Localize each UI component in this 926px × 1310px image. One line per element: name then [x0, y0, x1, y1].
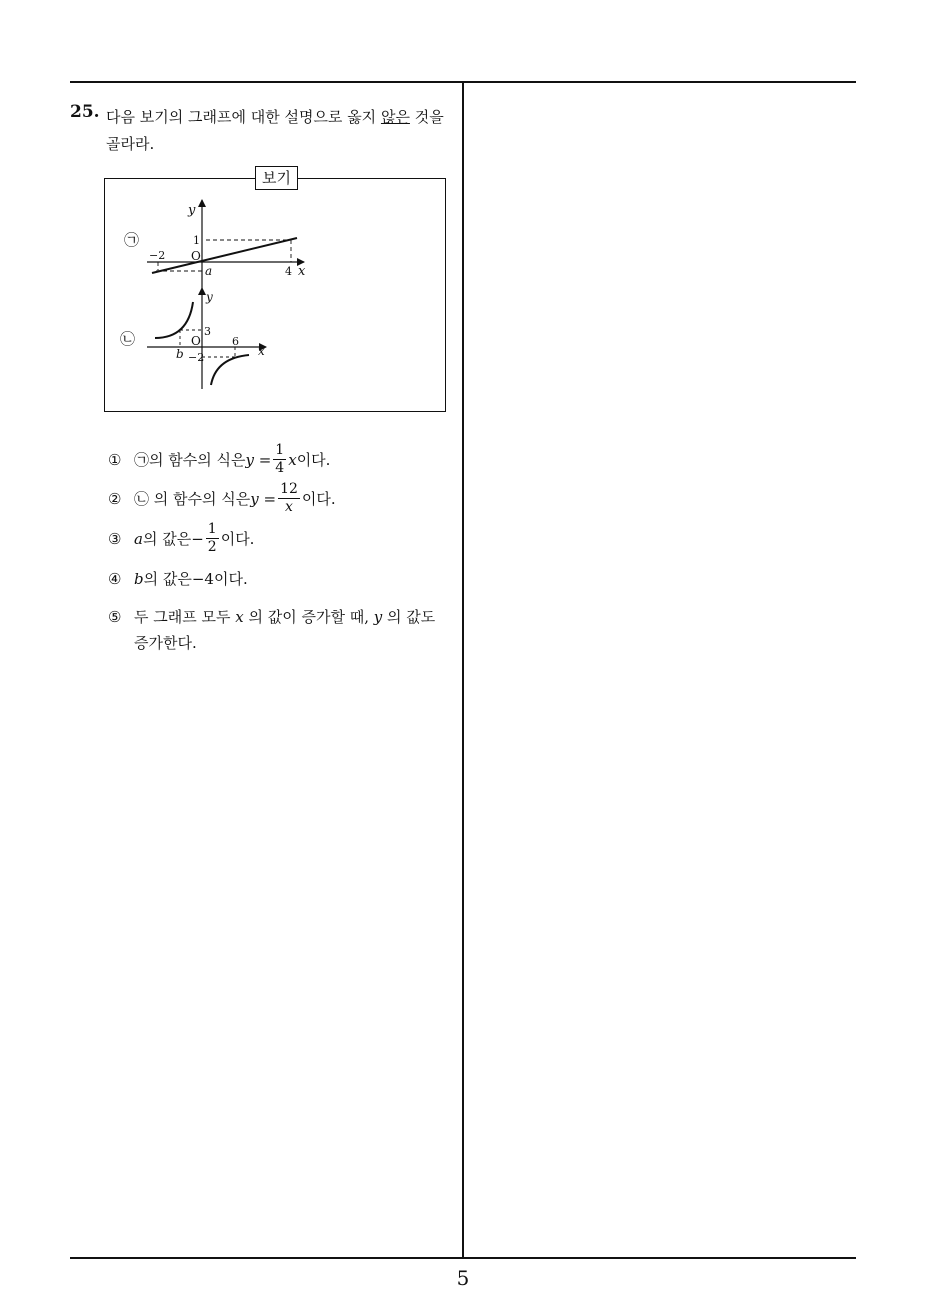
choice-1-pre: ㉠의 함수의 식은: [134, 451, 246, 469]
choice-5-t1: 두 그래프 모두: [134, 608, 236, 626]
choice-2: [108, 481, 336, 516]
graph1-label-1: 1: [193, 234, 200, 247]
graph2-origin: O: [191, 334, 201, 348]
graph1-marker: ㉠: [124, 231, 140, 249]
column-divider: [462, 82, 464, 1258]
graph1-line: [152, 238, 297, 273]
choice-1-marker: ①: [108, 450, 122, 469]
graph2-label-6: 6: [232, 335, 239, 348]
question-text-after: 것을 골라라.: [106, 108, 444, 153]
choice-2-marker: ②: [108, 489, 122, 508]
question-text: [106, 104, 456, 158]
question-number: 25.: [70, 102, 100, 122]
choice-5-t3: 의 값도: [382, 608, 436, 626]
choice-3-mid: 의 값은: [142, 530, 192, 548]
choice-3-marker: ③: [108, 529, 122, 548]
choice-1-var: x: [288, 450, 297, 469]
page-number: 5: [456, 1266, 470, 1290]
graph2-curve-right: [211, 355, 249, 385]
graph2-y-label: y: [206, 290, 213, 304]
question-text-underlined: 않은: [380, 108, 410, 126]
choice-2-post: 이다.: [301, 490, 336, 508]
choice-5-t2: 의 값이 증가할 때,: [243, 608, 374, 626]
choice-1-fraction: $\frac{1}{4}$: [275, 442, 285, 476]
choice-3-fraction: $\frac{1}{2}$: [207, 521, 217, 555]
choice-3-sign: −: [191, 529, 204, 548]
choice-3: [108, 521, 254, 556]
graph1-label-neg2: −2: [149, 249, 166, 262]
choice-5-marker: ⑤: [108, 608, 122, 626]
graph1-label-a: a: [205, 264, 213, 278]
graph1-origin: O: [191, 249, 201, 263]
choice-4-post: 이다.: [213, 570, 248, 588]
graph2-x-label: x: [258, 344, 265, 358]
choice-3-post: 이다.: [220, 530, 255, 548]
choice-4-value: −4: [191, 569, 214, 588]
graph2-label-neg2: −2: [188, 351, 205, 364]
choice-5-v2: y: [373, 608, 383, 626]
graph2-curve-left: [155, 302, 193, 338]
choice-4-var: b: [134, 569, 144, 588]
choice-3-var: a: [134, 529, 143, 548]
choice-2-lhs: y =: [250, 489, 277, 508]
choice-5: [108, 604, 458, 656]
question-text-before: 다음 보기의 그래프에 대한 설명으로 옳지: [106, 108, 381, 126]
choice-2-pre: ㉡ 의 함수의 식은: [134, 490, 251, 508]
choice-1-post: 이다.: [296, 451, 331, 469]
choice-4-mid: 의 값은: [143, 570, 192, 588]
graph1-x-label: x: [298, 264, 306, 279]
choice-2-fraction: $\frac{12}{x}$: [280, 481, 298, 515]
choice-1-lhs: y =: [245, 450, 272, 469]
choice-4-marker: ④: [108, 569, 122, 588]
choice-5-line2: 증가한다.: [134, 634, 197, 652]
graph2-marker: ㉡: [120, 330, 136, 348]
choice-1: [108, 442, 330, 477]
graph1-label-4: 4: [285, 265, 292, 278]
graph2-label-b: b: [176, 347, 184, 361]
choice-5-v1: x: [235, 608, 244, 626]
bogi-label: 보기: [255, 166, 298, 190]
choice-4: [108, 568, 248, 589]
bottom-rule: [70, 1257, 856, 1259]
bogi-graphs: [104, 178, 444, 410]
graph2-label-3: 3: [204, 325, 211, 338]
graph1-y-label: y: [188, 203, 196, 218]
